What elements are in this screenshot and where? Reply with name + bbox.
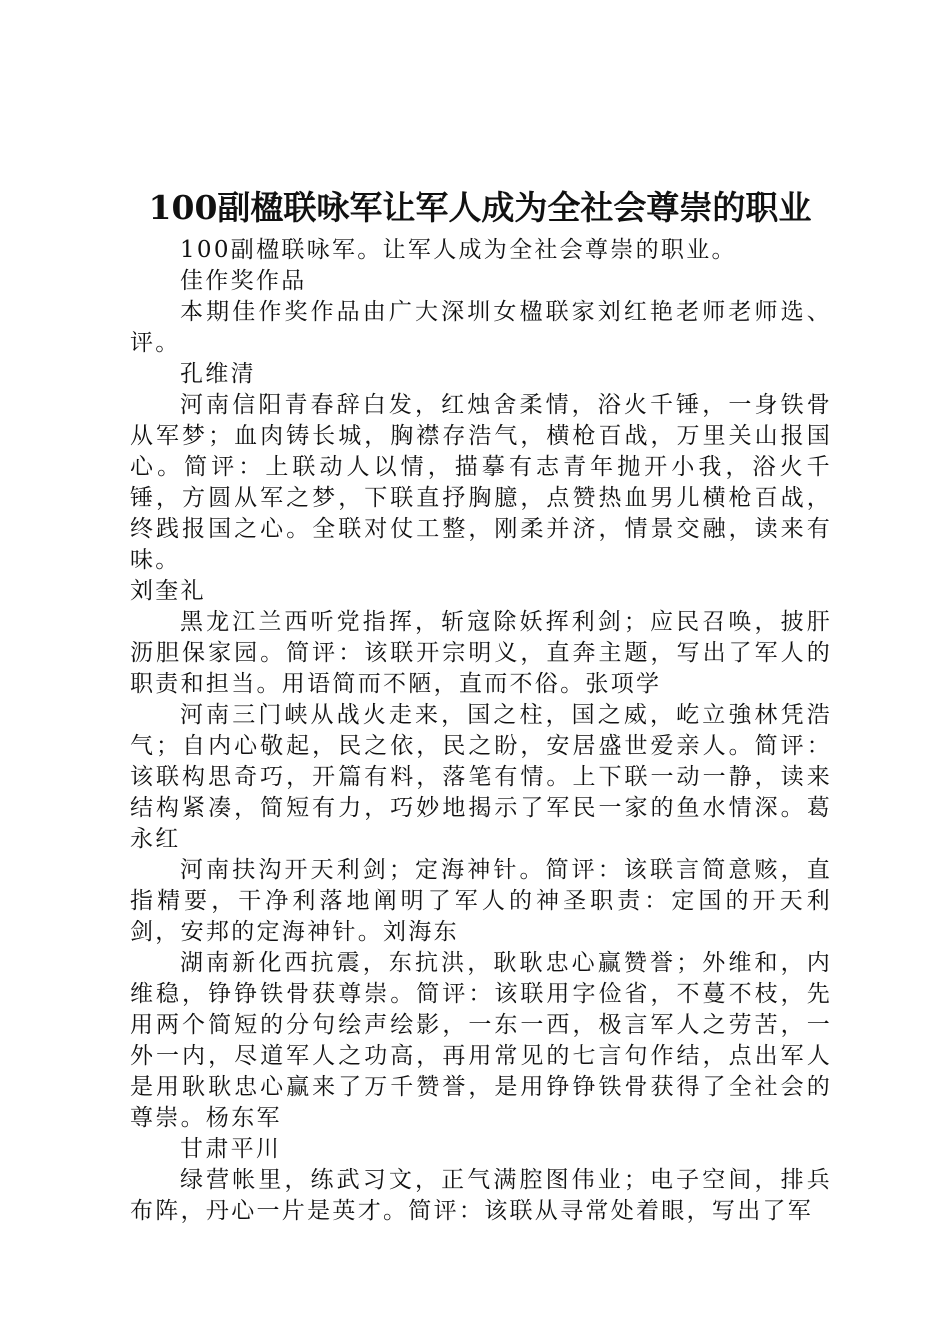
document-page [130,183,832,1227]
paragraph-selection-note: 本期佳作奖作品由广大深圳女楹联家刘红艳老师老师选、评。 [130,299,832,356]
paragraph-location-gansu: 甘肃平川 [180,1136,282,1162]
document-title: 100副楹联咏军让军人成为全社会尊崇的职业 [148,188,812,227]
paragraph-entry-3: 河南三门峡从战火走来，国之柱，国之威，屹立強林凭浩气；自内心敬起，民之依，民之盼，安居盛世爱亲人。简评：该联构思奇巧，开篇有料，落笔有情。上下联一动一静，读来结构紧凑，简短有力，巧妙地揭示了军民一家的鱼水情深。葛永红 [130,702,832,852]
paragraph-entry-5: 湖南新化西抗震，东抗洪，耿耿忠心赢赞誉；外维和，内维稳，铮铮铁骨获尊崇。简评：该联用字俭省，不蔓不枝，先用两个简短的分句绘声绘影，一东一西，极言军人之劳苦，一外一内，尽道军人之功高，再用常见的七言句作结，点出军人是用耿耿忠心赢来了万千赞誉，是用铮铮铁骨获得了全社会的尊崇。杨东军 [130,950,832,1131]
paragraph-intro: 100副楹联咏军。让军人成为全社会尊崇的职业。 [180,237,737,263]
paragraph-author-liu: 刘奎礼 [130,578,206,604]
paragraph-entry-4: 河南扶沟开天利剑；定海神针。简评：该联言简意赅，直指精要，干净利落地阐明了军人的神圣职责：定国的开天利剑，安邦的定海神针。刘海东 [130,857,832,945]
paragraph-award-heading: 佳作奖作品 [180,268,307,294]
paragraph-entry-1: 河南信阳青春辞白发，红烛舍柔情，浴火千锤，一身铁骨从军梦；血肉铸长城，胸襟存浩气，横枪百战，万里关山报国心。简评：上联动人以情，描摹有志青年抛开小我，浴火千锤，方圆从军之梦，下联直抒胸臆，点赞热血男儿横枪百战，终践报国之心。全联对仗工整，刚柔并济，情景交融，读来有味。 [130,392,832,573]
paragraph-author-kong: 孔维清 [180,361,256,387]
paragraph-entry-6: 绿营帐里，练武习文，正气满腔图伟业；电子空间，排兵布阵，丹心一片是英才。简评：该联从寻常处着眼，写出了军 [130,1167,832,1224]
paragraph-entry-2: 黑龙江兰西听党指挥，斩寇除妖挥利剑；应民召唤，披肝沥胆保家园。简评：该联开宗明义，直奔主题，写出了军人的职责和担当。用语简而不陋，直而不俗。张项学 [130,609,832,697]
